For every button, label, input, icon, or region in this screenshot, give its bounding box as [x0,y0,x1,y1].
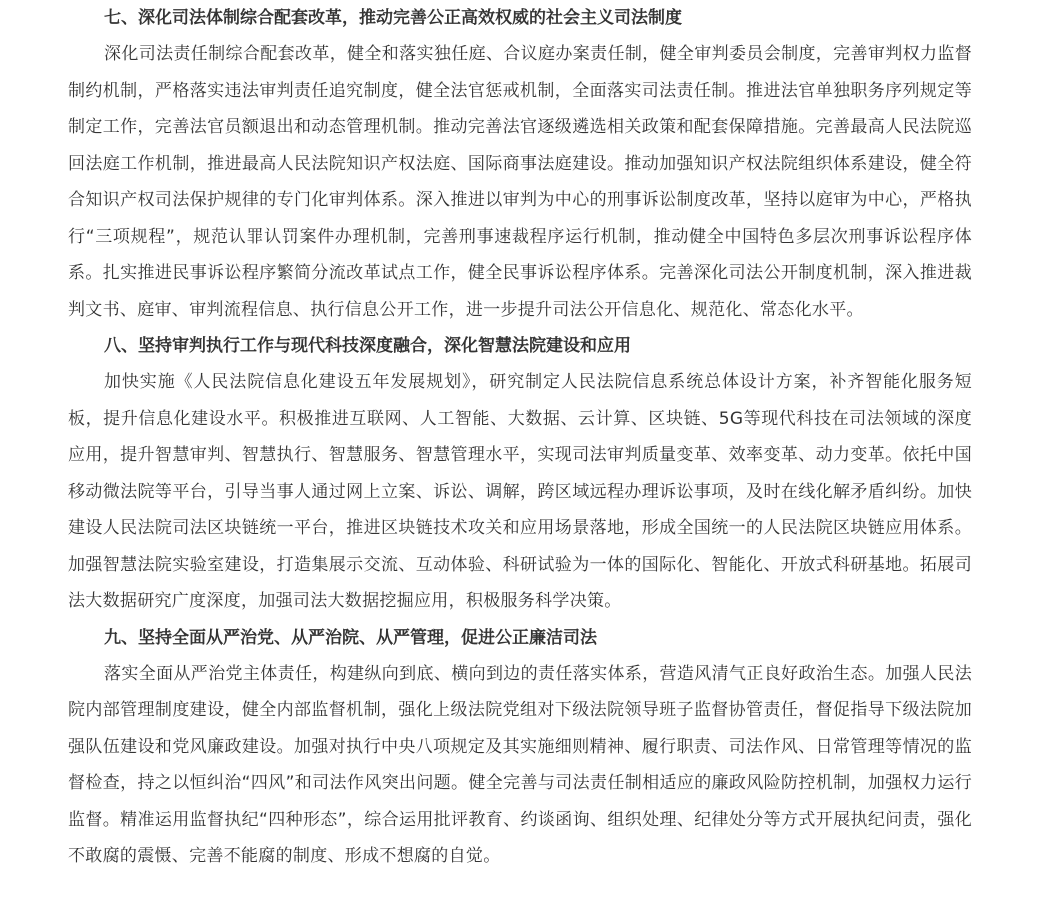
section-8-heading: 八、坚持审判执行工作与现代科技深度融合，深化智慧法院建设和应用 [104,336,631,356]
section-9-body: 落实全面从严治党主体责任，构建纵向到底、横向到边的责任落实体系，营造风清气正良好政治生态。加强人民法院内部管理制度建设，健全内部监督机制，强化上级法院党组对下级法院领导班子监督协管责任，督促指导下级法院加强队伍建设和党风廉政建设。加强对执行中央八项规定及其实施细则精神、履行职责、司法作风、日常管理等情况的监督检查，持之以恒纠治“四风”和司法作风突出问题。健全完善与司法责任制相适应的廉政风险防控机制，加强权力运行监督。精准运用监督执纪“四种形态”，综合运用批评教育、约谈函询、组织处理、纪律处分等方式开展执纪问责，强化不敢腐的震慑、完善不能腐的制度、形成不想腐的自觉。 [68,663,972,866]
section-7-body: 深化司法责任制综合配套改革，健全和落实独任庭、合议庭办案责任制，健全审判委员会制度，完善审判权力监督制约机制，严格落实违法审判责任追究制度，健全法官惩戒机制，全面落实司法责任制。推进法官单独职务序列规定等制定工作，完善法官员额退出和动态管理机制。推动完善法官逐级遴选相关政策和配套保障措施。完善最高人民法院巡回法庭工作机制，推进最高人民法院知识产权法庭、国际商事法庭建设。推动加强知识产权法院组织体系建设，健全符合知识产权司法保护规律的专门化审判体系。深入推进以审判为中心的刑事诉讼制度改革，坚持以庭审为中心，严格执行“三项规程”，规范认罪认罚案件办理机制，完善刑事速裁程序运行机制，推动健全中国特色多层次刑事诉讼程序体系。扎实推进民事诉讼程序繁简分流改革试点工作，健全民事诉讼程序体系。完善深化司法公开制度机制，深入推进裁判文书、庭审、审判流程信息、执行信息公开工作，进一步提升司法公开信息化、规范化、常态化水平。 [68,44,972,320]
article-content [68,0,972,875]
section-7-heading: 七、深化司法体制综合配套改革，推动完善公正高效权威的社会主义司法制度 [104,8,682,28]
section-8-body: 加快实施《人民法院信息化建设五年发展规划》，研究制定人民法院信息系统总体设计方案，补齐智能化服务短板，提升信息化建设水平。积极推进互联网、人工智能、大数据、云计算、区块链、5G等现代科技在司法领域的深度应用，提升智慧审判、智慧执行、智慧服务、智慧管理水平，实现司法审判质量变革、效率变革、动力变革。依托中国移动微法院等平台，引导当事人通过网上立案、诉讼、调解，跨区域远程办理诉讼事项，及时在线化解矛盾纠纷。加快建设人民法院司法区块链统一平台，推进区块链技术攻关和应用场景落地，形成全国统一的人民法院区块链应用体系。加强智慧法院实验室建设，打造集展示交流、互动体验、科研试验为一体的国际化、智能化、开放式科研基地。拓展司法大数据研究广度深度，加强司法大数据挖掘应用，积极服务科学决策。 [68,372,972,611]
section-9-heading: 九、坚持全面从严治党、从严治院、从严管理，促进公正廉洁司法 [104,627,597,648]
